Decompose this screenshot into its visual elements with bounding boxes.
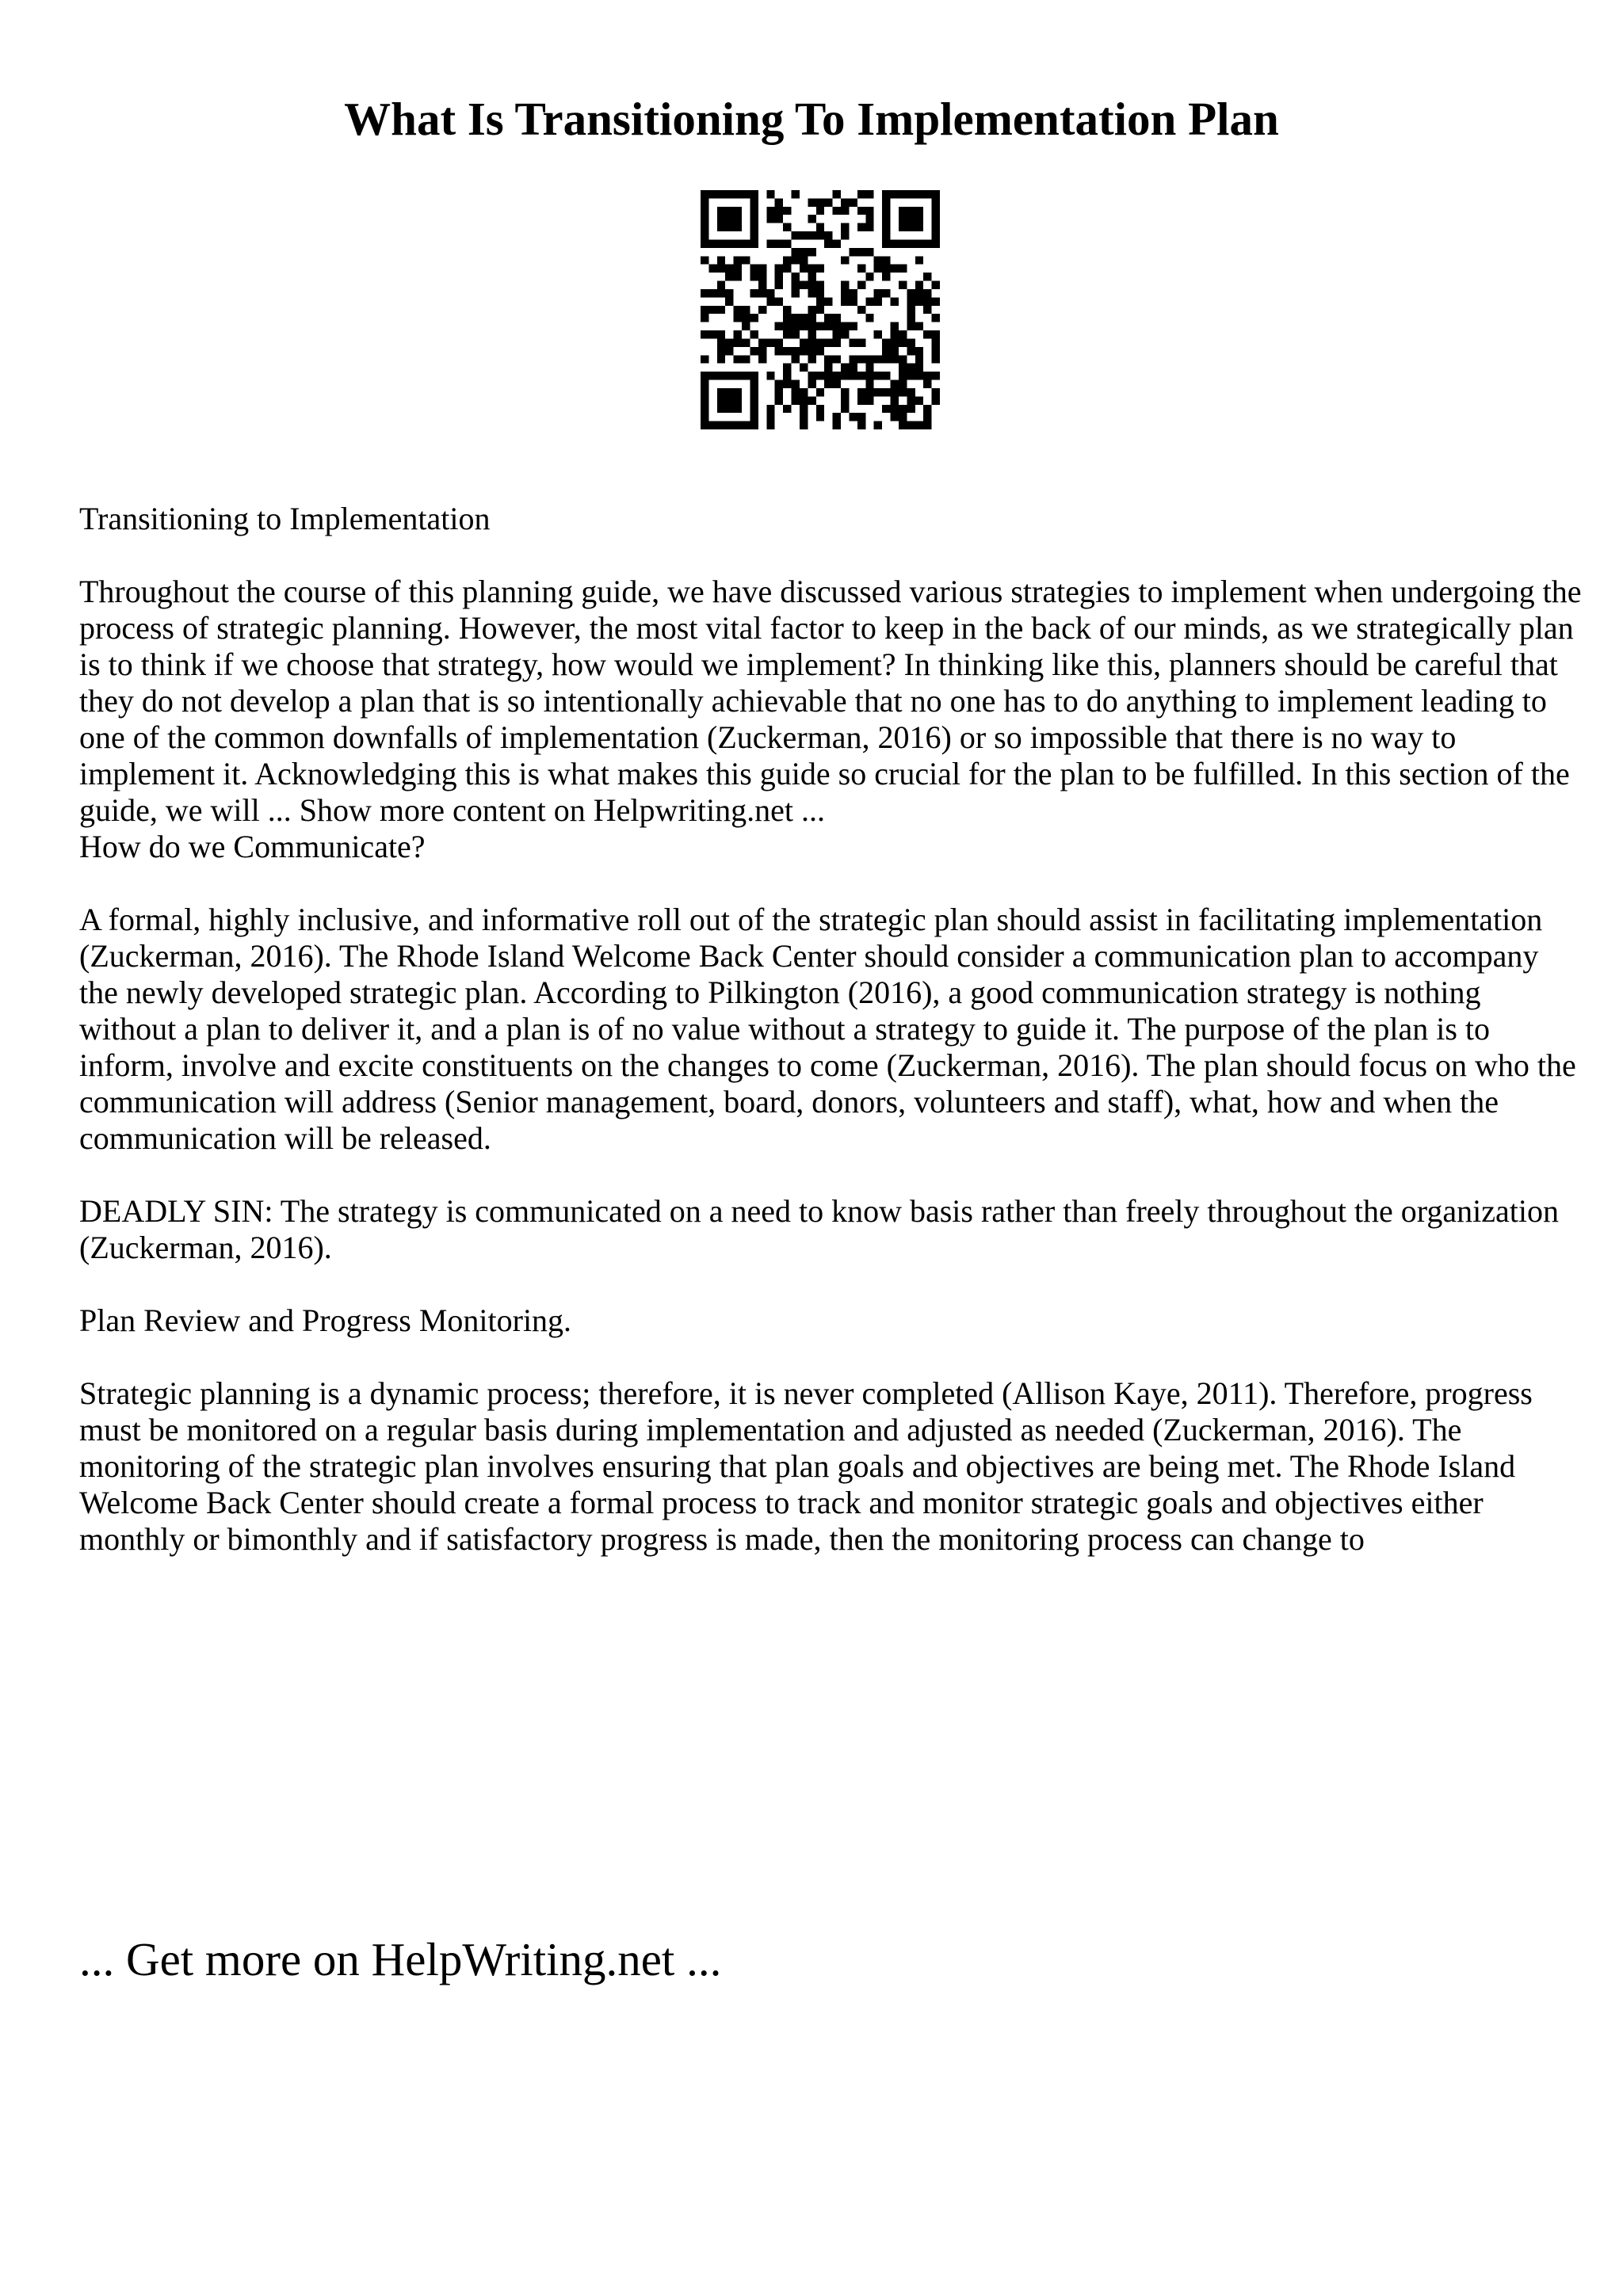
paragraph-monitoring: Strategic planning is a dynamic process; therefore, it is never completed (Allison Kaye, 2011). Therefore, progress must be monitored on a regular basis during implementation and adjusted as needed (Zuckerman, 2016). The monitoring of the strategic plan involves ensuring that plan goals and objectives are being met. The Rhode Island Welcome Back Center should create a formal process to track and monitor strategic goals and objectives either monthly or bimonthly and if satisfactory progress is made, then the monitoring process can change to [79,1375,1533,1557]
paragraph-intro: Throughout the course of this planning guide, we have discussed various strategies to implement when undergoing the process of strategic planning. However, the most vital factor to keep in the back of our minds, as we strategically plan is to think if we choose that strategy, how would we implement? In thinking like this, planners should be careful that they do not develop a plan that is so intentionally achievable that no one has to do anything to implement leading to one of the common downfalls of implementation (Zuckerman, 2016) or so impossible that there is no way to implement it. Acknowledging this is what makes this guide so crucial for the plan to be fulfilled. In this section of the guide, we will ... Show more content on Helpwriting.net ... [79,574,1582,828]
qr-code-graphic [701,190,940,429]
section-heading-plan-review: Plan Review and Progress Monitoring. [79,1302,572,1338]
body-content [79,501,1585,1558]
get-more-link[interactable]: ... Get more on HelpWriting.net ... [79,1933,722,1985]
page-title: What Is Transitioning To Implementation Plan [344,93,1279,145]
qr-code-icon [701,190,940,429]
paragraph-deadly-sin: DEADLY SIN: The strategy is communicated on a need to know basis rather than freely throughout the organization (Zuckerman, 2016). [79,1193,1559,1265]
paragraph-communication-plan: A formal, highly inclusive, and informative roll out of the strategic plan should assist in facilitating implementation (Zuckerman, 2016). The Rhode Island Welcome Back Center should consider a communication plan to accompany the newly developed strategic plan. According to Pilkington (2016), a good communication strategy is nothing without a plan to deliver it, and a plan is of no value without a strategy to guide it. The purpose of the plan is to inform, involve and excite constituents on the changes to come (Zuckerman, 2016). The plan should focus on who the communication will address (Senior management, board, donors, volunteers and staff), what, how and when the communication will be released. [79,902,1576,1156]
section-heading-communicate: How do we Communicate? [79,829,426,864]
section-heading-transitioning: Transitioning to Implementation [79,501,491,536]
